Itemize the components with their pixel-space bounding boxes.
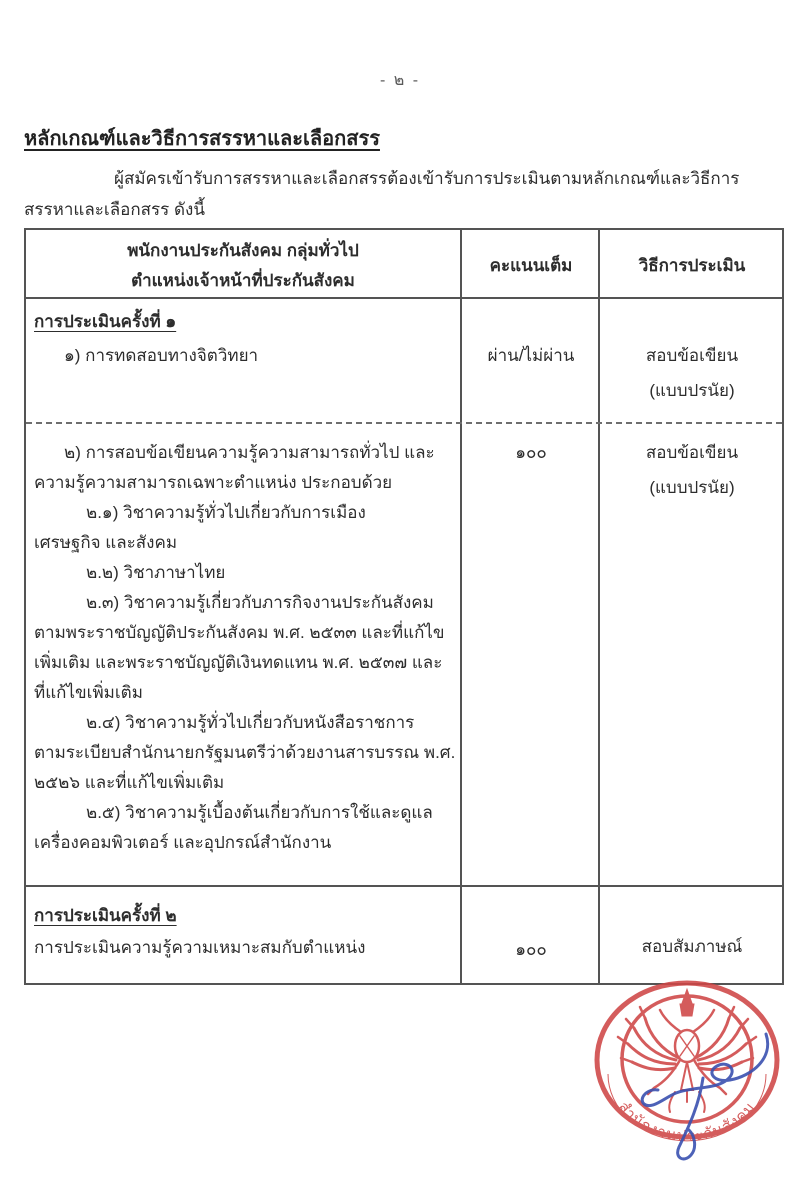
evaluation-1-item: ๑) การทดสอบทางจิตวิทยา [64, 346, 259, 365]
table-cell-line: เพิ่มเติม และพระราชบัญญัติเงินทดแทน พ.ศ. ๒๕๓๗ และ [34, 653, 443, 672]
evaluation-table [24, 228, 784, 985]
evaluation-written-method-line2: (แบบปรนัย) [649, 478, 735, 497]
evaluation-1-method-line2: (แบบปรนัย) [649, 381, 735, 400]
evaluation-2-title: การประเมินครั้งที่ ๒ [34, 906, 177, 925]
garuda-stamp [597, 983, 777, 1145]
table-cell-line: ตามพระราชบัญญัติประกันสังคม พ.ศ. ๒๕๓๓ และที่แก้ไข [34, 623, 445, 642]
table-cell-line: ๒.๓) วิชาความรู้เกี่ยวกับภารกิจงานประกันสังคม [86, 593, 434, 612]
evaluation-2-method: สอบสัมภาษณ์ [641, 937, 743, 956]
table-cell-line: ๒๕๒๖ และที่แก้ไขเพิ่มเติม [34, 773, 225, 792]
table-cell-line: ความรู้ความสามารถเฉพาะตำแหน่ง ประกอบด้วย [34, 473, 393, 492]
intro-paragraph-line-1: ผู้สมัครเข้ารับการสรรหาและเลือกสรรต้องเข้ารับการประเมินตามหลักเกณฑ์และวิธีการ [114, 169, 740, 188]
table-header-method: วิธีการประเมิน [638, 256, 746, 275]
intro-paragraph-line-2: สรรหาและเลือกสรร ดังนี้ [24, 200, 205, 219]
table-dashed-divider [26, 422, 782, 424]
page-number: - ๒ - [379, 72, 421, 89]
table-cell-line: ตามระเบียบสำนักนายกรัฐมนตรีว่าด้วยงานสารบรรณ พ.ศ. [34, 743, 456, 762]
evaluation-1-score: ผ่าน/ไม่ผ่าน [487, 346, 575, 365]
table-cell-line: ๒.๔) วิชาความรู้ทั่วไปเกี่ยวกับหนังสือราชการ [86, 713, 415, 732]
table-header-position-line2: ตำแหน่งเจ้าหน้าที่ประกันสังคม [131, 271, 355, 290]
table-cell-line: เศรษฐกิจ และสังคม [34, 533, 178, 552]
table-header-score: คะแนนเต็ม [489, 256, 573, 275]
table-row-divider [26, 297, 782, 299]
signature [642, 1034, 767, 1159]
svg-text:สำนักงานประกันสังคม [615, 1099, 759, 1145]
table-cell-line: เครื่องคอมพิวเตอร์ และอุปกรณ์สำนักงาน [34, 833, 332, 852]
table-cell-line: ๒.๕) วิชาความรู้เบื้องต้นเกี่ยวกับการใช้และดูแล [86, 803, 433, 822]
table-cell-line: ๒.๒) วิชาภาษาไทย [86, 563, 226, 582]
table-header-position: พนักงานประกันสังคม กลุ่มทั่วไป [127, 241, 359, 260]
evaluation-2-item: การประเมินความรู้ความเหมาะสมกับตำแหน่ง [34, 938, 366, 957]
evaluation-1-method-line1: สอบข้อเขียน [645, 346, 739, 365]
garuda-icon [618, 990, 756, 1112]
table-cell-line: ๒.๑) วิชาความรู้ทั่วไปเกี่ยวกับการเมือง [86, 503, 366, 522]
table-row-divider [26, 885, 782, 887]
evaluation-written-method-line1: สอบข้อเขียน [645, 443, 739, 462]
evaluation-2-score: ๑๐๐ [515, 940, 547, 959]
table-cell-line: ๒) การสอบข้อเขียนความรู้ความสามารถทั่วไป และ [64, 443, 435, 462]
evaluation-1-title: การประเมินครั้งที่ ๑ [34, 312, 177, 331]
section-heading: หลักเกณฑ์และวิธีการสรรหาและเลือกสรร [24, 128, 380, 150]
table-cell-line: ที่แก้ไขเพิ่มเติม [34, 683, 143, 702]
evaluation-written-score: ๑๐๐ [515, 443, 547, 462]
stamp-text: สำนักงานประกันสังคม [614, 1098, 760, 1145]
